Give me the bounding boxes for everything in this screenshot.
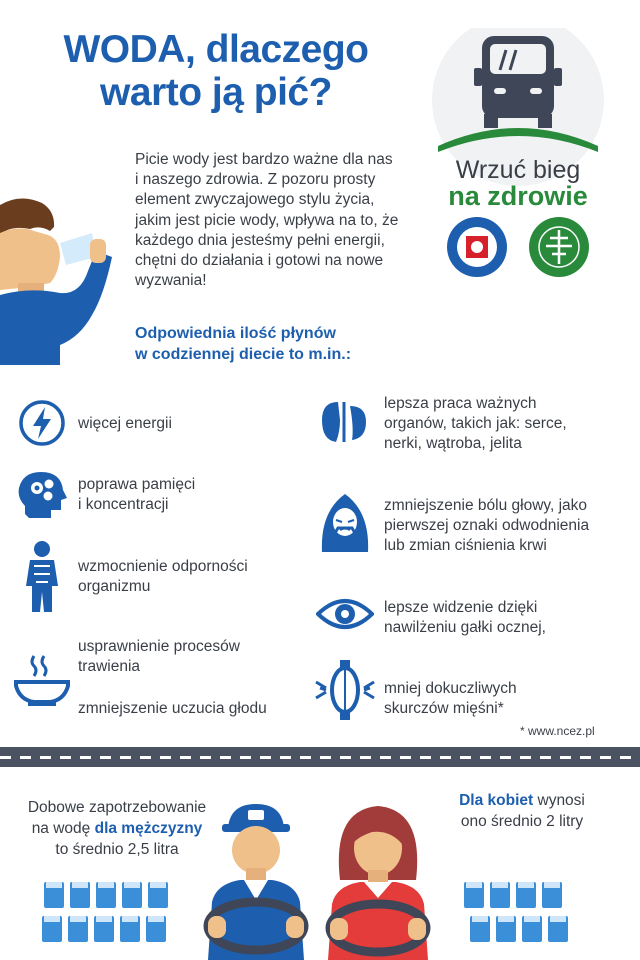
muscle-cramp-icon	[314, 658, 376, 722]
benefits-heading-line-1: Odpowiednia ilość płynów	[135, 325, 336, 342]
road-lane-marking	[0, 756, 640, 759]
benefit-organs-line-2: organów, takich jak: serce,	[384, 415, 567, 433]
benefit-hunger: zmniejszenie uczucia głodu	[78, 700, 267, 717]
benefit-vision-line-2: nawilżeniu gałki ocznej,	[384, 619, 546, 637]
men-water-glasses-icon	[40, 880, 180, 946]
benefit-cramps	[384, 679, 517, 719]
road-inspection-seal-icon	[528, 216, 590, 278]
benefit-digestion	[78, 637, 240, 677]
men-text-line-3: to średnio 2,5 litra	[55, 841, 179, 858]
eye-icon	[316, 596, 374, 632]
benefit-memory	[78, 475, 195, 515]
women-water-text	[432, 790, 612, 832]
title-line-1: WODA, dlaczego	[63, 28, 369, 71]
logo-text-top: Wrzuć bieg	[455, 156, 581, 184]
benefit-organs-line-1: lepsza praca ważnych	[384, 395, 537, 412]
women-water-glasses-icon	[460, 880, 576, 946]
logo-text-bottom: na zdrowie	[448, 181, 588, 211]
women-text-highlight: Dla kobiet	[459, 792, 534, 809]
benefit-organs-line-3: nerki, wątroba, jelita	[384, 435, 522, 453]
benefit-digestion-line-2: trawienia	[78, 658, 141, 676]
steaming-bowl-icon	[14, 652, 70, 708]
campaign-logo	[430, 28, 606, 298]
benefit-headache-line-3: lub zmian ciśnienia krwi	[384, 537, 547, 555]
benefit-vision	[384, 598, 546, 638]
benefit-cramps-line-2: skurczów mięśni*	[384, 700, 504, 718]
benefit-organs	[384, 394, 567, 455]
women-text-plain: wynosi	[533, 792, 585, 809]
benefit-headache-line-2: pierwszej oznaki odwodnienia	[384, 517, 590, 535]
headache-icon	[318, 490, 372, 556]
benefits-heading	[135, 323, 425, 365]
benefit-cramps-line-1: mniej dokuczliwych	[384, 680, 517, 697]
person-body-icon	[22, 540, 62, 616]
men-text-highlight: dla mężczyzny	[94, 820, 203, 837]
female-driver-icon	[320, 800, 436, 960]
benefit-vision-line-1: lepsze widzenie dzięki	[384, 599, 538, 616]
benefit-memory-line-2: i koncentracji	[78, 496, 169, 514]
title-line-2: warto ją pić?	[100, 71, 332, 114]
benefit-headache	[384, 496, 589, 557]
organs-icon	[318, 398, 370, 446]
intro-paragraph: Picie wody jest bardzo ważne dla nas i naszego zdrowia. Z pozoru prosty element zwyczajowego stylu życia, jakim jest picie wody, wpływa na to, że każdego dnia jesteśmy pełni energii, chętni do działania i gotowi na nowe wyzwania!	[135, 151, 399, 290]
women-text-line-2: ono średnio 2 litry	[460, 813, 584, 830]
page-title	[26, 28, 406, 114]
man-drinking-icon	[0, 195, 125, 365]
benefit-immunity	[78, 557, 248, 597]
benefit-energy: więcej energii	[78, 415, 172, 432]
benefit-digestion-line-1: usprawnienie procesów	[78, 638, 240, 655]
sanitary-inspection-seal-icon	[446, 216, 508, 278]
men-text-line-2	[12, 818, 222, 839]
benefits-heading-line-2: w codziennej diecie to m.in.:	[135, 346, 352, 363]
men-text-line-1: Dobowe zapotrzebowanie	[27, 799, 207, 816]
lightning-icon	[18, 399, 66, 447]
benefit-memory-line-1: poprawa pamięci	[78, 476, 196, 493]
men-water-text	[12, 797, 222, 860]
benefit-headache-line-1: zmniejszenie bólu głowy, jako	[384, 497, 588, 514]
benefit-immunity-line-1: wzmocnienie odporności	[78, 558, 248, 575]
women-text-line-1	[432, 790, 612, 811]
source-note: * www.ncez.pl	[520, 724, 595, 738]
men-text-plain: na wodę	[31, 820, 95, 837]
benefit-immunity-line-2: organizmu	[78, 578, 151, 596]
brain-gears-icon	[15, 468, 69, 522]
male-driver-icon	[200, 798, 312, 960]
